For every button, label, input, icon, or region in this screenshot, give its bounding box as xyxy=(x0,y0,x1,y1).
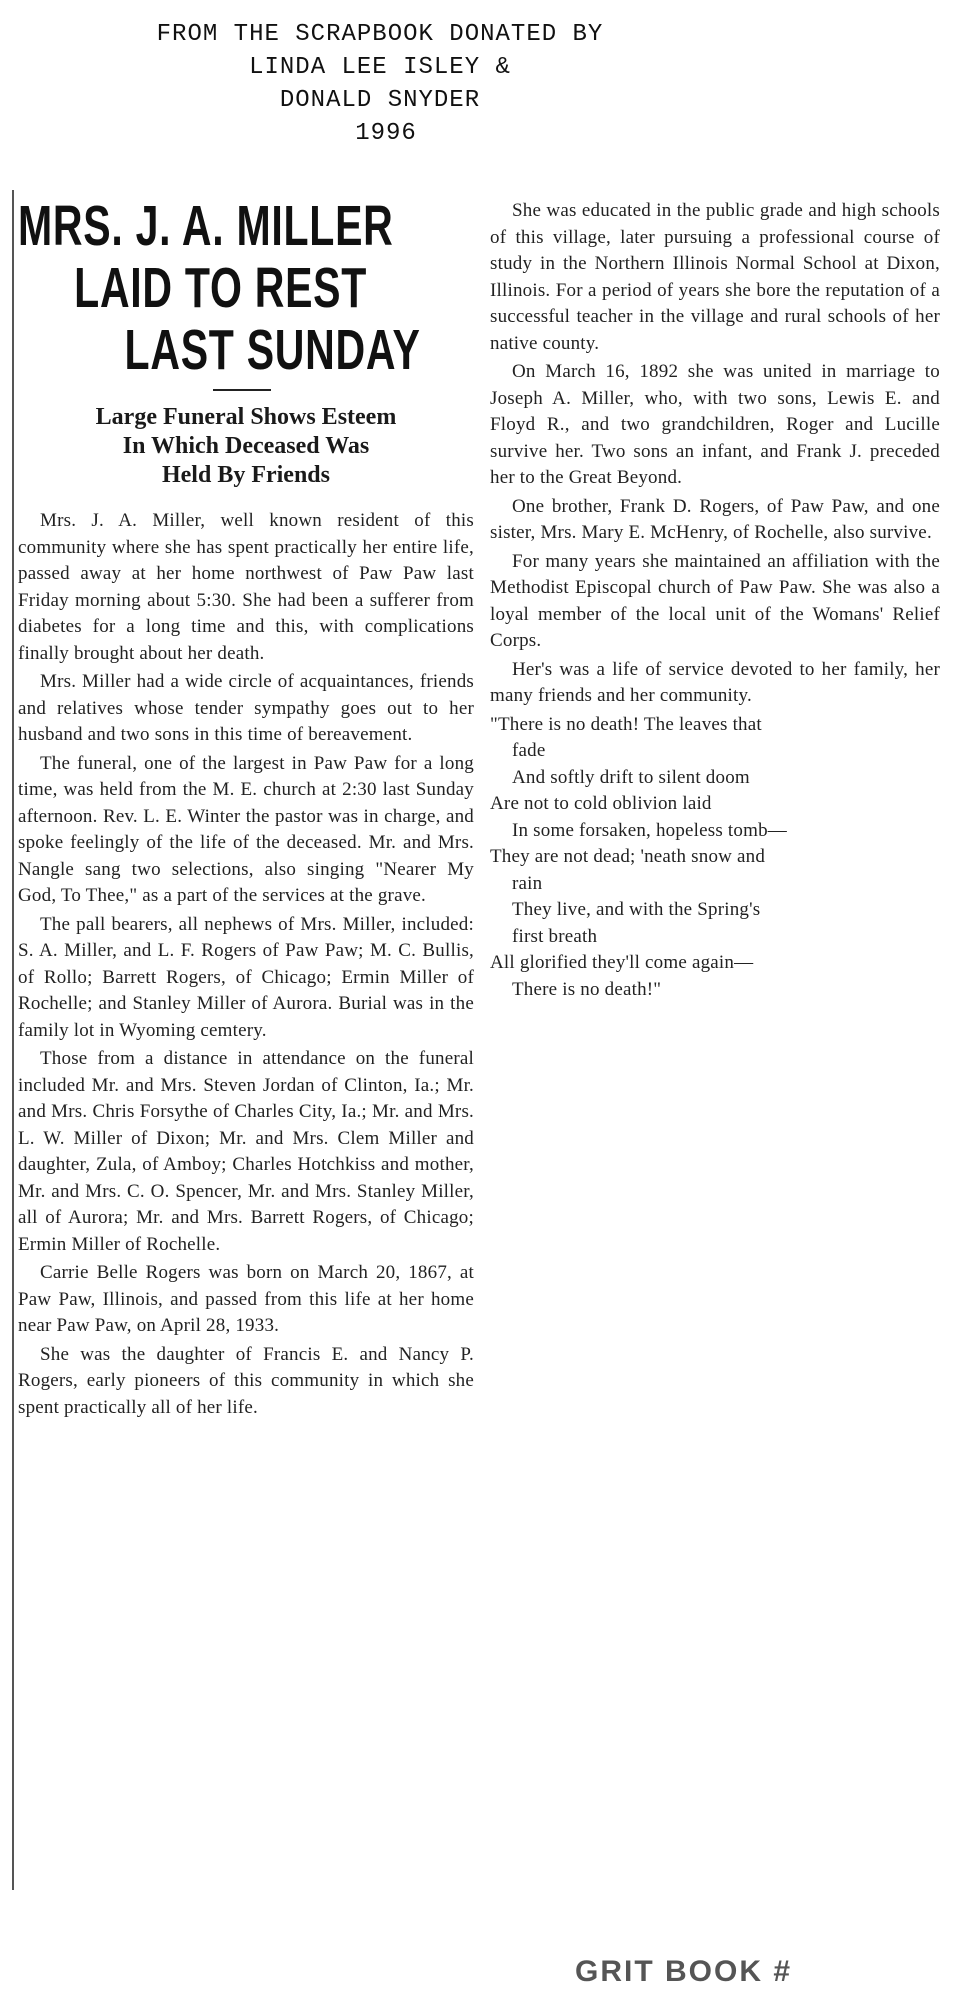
header-year: 1996 xyxy=(355,120,417,147)
poem-line: Are not to cold oblivion laid xyxy=(490,793,712,814)
article-headline xyxy=(18,195,464,381)
poem-line: All glorified they'll come again— xyxy=(490,952,754,973)
subhead-line-3: Held By Friends xyxy=(161,462,330,488)
poem-line: rain xyxy=(512,872,543,894)
article-subhead xyxy=(18,403,474,490)
subhead-line-1: Large Funeral Shows Esteem xyxy=(95,404,397,430)
paragraph-attendance: Those from a distance in attendance on the funeral included Mr. and Mrs. Steven Jordan of Clinton, Ia.; Mr. and Mrs. Chris Forsythe of Charles City, Ia.; Mr. and Mrs. L. W. Miller of Dixon; Mr. and Mrs. Clem Miller and daughter, Zula, of Amboy; Charles Hotchkiss and mother, Mr. and Mrs. C. O. Spencer, Mr. and Mrs. Stanley Miller, all of Aurora; Mr. and Mrs. Barrett Rogers, of Chicago; Ermin Miller of Rochelle. xyxy=(18,1048,474,1255)
headline-line-2: LAID TO REST xyxy=(74,256,368,320)
paragraph-education: She was educated in the public grade and high schools of this village, later pursuing a professional course of study in the Northern Illinois Normal School at Dixon, Illinois. For a period of years she bore the reputation of a successful teacher in the village and rural schools of her native county. xyxy=(490,200,940,354)
poem-line: In some forsaken, hopeless tomb— xyxy=(512,819,787,841)
poem-line: fade xyxy=(512,740,546,761)
paragraph-birth: Carrie Belle Rogers was born on March 20, 1867, at Paw Paw, Illinois, and passed from this life at her home near Paw Paw, on April 28, 1933. xyxy=(18,1262,474,1336)
paragraph-sympathy: Mrs. Miller had a wide circle of acquaintances, friends and relatives whose tender sympathy goes out to her husband and two sons in this time of bereavement. xyxy=(18,671,474,745)
grit-book-stamp: GRIT BOOK # xyxy=(575,1955,793,1988)
poem-line: They live, and with the Spring's xyxy=(512,899,761,920)
memorial-poem xyxy=(490,712,940,1004)
header-line-donated: FROM THE SCRAPBOOK DONATED BY xyxy=(156,21,604,48)
article-right-column xyxy=(490,198,940,1003)
headline-divider xyxy=(213,389,271,391)
paragraph-funeral: The funeral, one of the largest in Paw Paw for a long time, was held from the M. E. church at 2:30 last Sunday afternoon. Rev. L. E. Winter the pastor was in charge, and spoke feelingly of the life of the deceased. Mr. and Mrs. Nangle sang two selections, also singing "Nearer My God, To Thee," as a part of the services at the grave. xyxy=(18,752,474,906)
left-column-border xyxy=(12,190,14,1890)
poem-line: There is no death!" xyxy=(512,978,662,1000)
paragraph-siblings: One brother, Frank D. Rogers, of Paw Paw, and one sister, Mrs. Mary E. McHenry, of Rochelle, also survive. xyxy=(490,495,940,543)
scrapbook-header xyxy=(80,18,680,150)
paragraph-service: Her's was a life of service devoted to her family, her many friends and her community. xyxy=(490,658,940,706)
paragraph-parents: She was the daughter of Francis E. and Nancy P. Rogers, early pioneers of this community in which she spent practically all of her life. xyxy=(18,1343,474,1418)
paragraph-pall-bearers: The pall bearers, all nephews of Mrs. Miller, included: S. A. Miller, and L. F. Rogers of Paw Paw; M. C. Bullis, of Rollo; Barrett Rogers, of Chicago; Ermin Miller of Rochelle; and Stanley Miller of Aurora. Burial was in the family lot in Wyoming cemtery. xyxy=(18,913,474,1041)
header-line-donor-1: LINDA LEE ISLEY & xyxy=(249,54,511,81)
paragraph-church: For many years she maintained an affiliation with the Methodist Episcopal church of Paw Paw. She was also a loyal member of the local unit of the Womans' Relief Corps. xyxy=(490,550,940,651)
poem-line: They are not dead; 'neath snow and xyxy=(490,846,766,867)
article-left-column xyxy=(18,195,474,1423)
headline-line-1: MRS. J. A. MILLER xyxy=(18,194,394,258)
paragraph-obituary-intro: Mrs. J. A. Miller, well known resident of this community where she has spent practically her entire life, passed away at her home northwest of Paw Paw last Friday morning about 5:30. She had been a sufferer from diabetes for a long time and this, with complications finally brought about her death. xyxy=(18,510,474,664)
poem-line: And softly drift to silent doom xyxy=(512,766,750,788)
header-line-donor-2: DONALD SNYDER xyxy=(279,87,481,114)
paragraph-marriage: On March 16, 1892 she was united in marriage to Joseph A. Miller, who, with two sons, Lewis E. and Floyd R., and two grandchildren, Roger and Lucille survive her. Two sons an infant, and Frank J. preceded her to the Great Beyond. xyxy=(490,361,940,488)
poem-line: "There is no death! The leaves that xyxy=(490,713,762,735)
poem-line: first breath xyxy=(512,925,598,947)
subhead-line-2: In Which Deceased Was xyxy=(122,433,370,459)
headline-line-3: LAST SUNDAY xyxy=(124,318,421,382)
